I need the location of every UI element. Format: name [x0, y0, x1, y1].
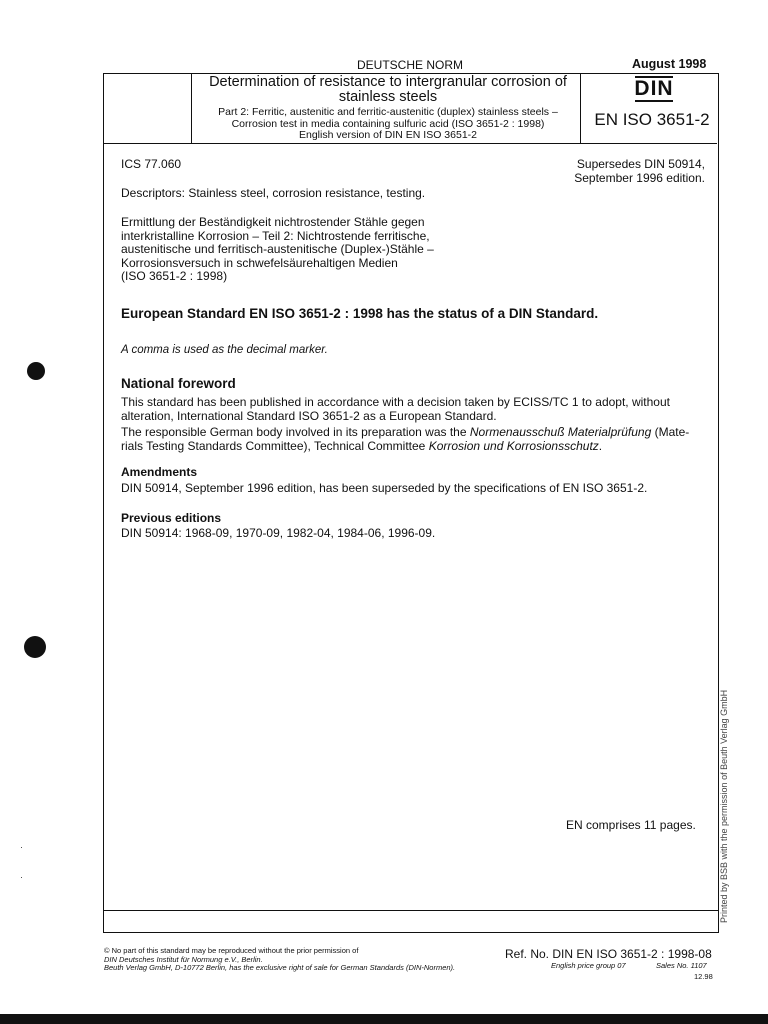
din-logo-text: DIN: [634, 77, 674, 100]
punch-hole-bottom: [24, 636, 46, 658]
copyright-line3: Beuth Verlag GmbH, D-10772 Berlin, has the exclusive right of sale for German Standards (DIN-Normen).: [104, 963, 456, 972]
side-note: [718, 655, 732, 923]
standard-number: EN ISO 3651-2: [594, 110, 710, 129]
publication-date: August 1998: [632, 57, 707, 71]
title-divider-left: [191, 73, 192, 143]
sales-number: Sales No. 1107: [656, 961, 707, 970]
foreword-p2-line2-text: rials Testing Standards Committee), Technical Committee: [121, 438, 429, 453]
price-group: English price group 07: [551, 961, 626, 970]
copyright-line1: © No part of this standard may be reproduced without the prior permission of: [104, 946, 359, 955]
foreword-body: [121, 396, 711, 453]
title-main: Determination of resistance to intergranular corrosion of stainless steels: [209, 74, 567, 105]
copyright-line2: DIN Deutsches Institut für Normung e.V., Berlin.: [104, 954, 263, 964]
german-title-line5: (ISO 3651-2 : 1998): [121, 269, 228, 283]
german-title-line3: austenitische und ferritisch-austenitische (Duplex-)Stähle –: [121, 242, 434, 256]
page-count: EN comprises 11 pages.: [566, 818, 696, 832]
descriptors: Descriptors: Stainless steel, corrosion resistance, testing.: [121, 186, 426, 200]
side-note-text: Printed by BSB with the permission of Beuth Verlag GmbH: [719, 689, 729, 923]
print-code: 12.98: [694, 972, 713, 981]
bottom-rule: [103, 910, 719, 911]
title-sub-line2: Corrosion test in media containing sulfuric acid (ISO 3651-2 : 1998): [231, 117, 545, 130]
title-sub-line1: Part 2: Ferritic, austenitic and ferritic-austenitic (duplex) stainless steels –: [218, 106, 558, 118]
foreword-heading: National foreword: [121, 376, 236, 391]
foreword-p2-text: The responsible German body involved in its preparation was the: [121, 425, 470, 439]
supersedes-line2: September 1996 edition.: [574, 170, 705, 185]
status-statement: European Standard EN ISO 3651-2 : 1998 has the status of a DIN Standard.: [121, 306, 599, 321]
title-divider-right: [580, 73, 581, 143]
foreword-p2-line2-end: .: [598, 438, 603, 453]
punch-hole-top: [27, 362, 45, 380]
amendments-text: DIN 50914, September 1996 edition, has been superseded by the specifications of EN ISO 3651-2.: [121, 481, 648, 495]
foreword-p2-text-end: (Mate-: [651, 425, 690, 439]
standard-type: DEUTSCHE NORM: [356, 58, 463, 72]
technical-committee-name: Korrosion und Korrosionsschutz: [428, 438, 599, 453]
foreword-p2-line2: [121, 440, 711, 454]
previous-editions-text: DIN 50914: 1968-09, 1970-09, 1982-04, 1984-06, 1996-09.: [121, 526, 436, 540]
german-title: [121, 216, 434, 284]
scan-edge: [0, 1014, 768, 1024]
title-sub-line3: English version of DIN EN ISO 3651-2: [299, 129, 477, 141]
amendments-heading: Amendments: [121, 465, 198, 479]
ics-code: ICS 77.060: [121, 157, 182, 171]
decimal-note: A comma is used as the decimal marker.: [121, 344, 328, 356]
supersedes-note: [565, 158, 705, 185]
foreword-p2-line1: [121, 426, 711, 440]
previous-editions-heading: Previous editions: [121, 511, 222, 525]
scan-mark: ·: [20, 842, 23, 852]
din-logo: [626, 76, 682, 102]
copyright-notice: [104, 947, 514, 973]
foreword-p1-line1: This standard has been published in accordance with a decision taken by ECISS/TC 1 to adopt, without: [121, 395, 670, 409]
page-frame: [103, 73, 719, 933]
foreword-p1-line2: alteration, International Standard ISO 3651-2 as a European Standard.: [121, 408, 497, 423]
scan-mark: ·: [20, 872, 23, 882]
din-logo-bar-bottom: [635, 100, 673, 102]
german-title-line1: Ermittlung der Beständigkeit nichtrostender Stähle gegen: [121, 215, 425, 229]
title-block: [196, 75, 580, 142]
german-title-line2: interkristalline Korrosion – Teil 2: Nichtrostende ferritische,: [121, 228, 430, 243]
reference-number: Ref. No. DIN EN ISO 3651-2 : 1998-08: [505, 947, 712, 961]
supersedes-line1: Supersedes DIN 50914,: [576, 157, 705, 171]
german-title-line4: Korrosionsversuch in schwefelsäurehaltigen Medien: [121, 255, 398, 270]
committee-name: Normenausschuß Materialprüfung: [469, 425, 652, 439]
